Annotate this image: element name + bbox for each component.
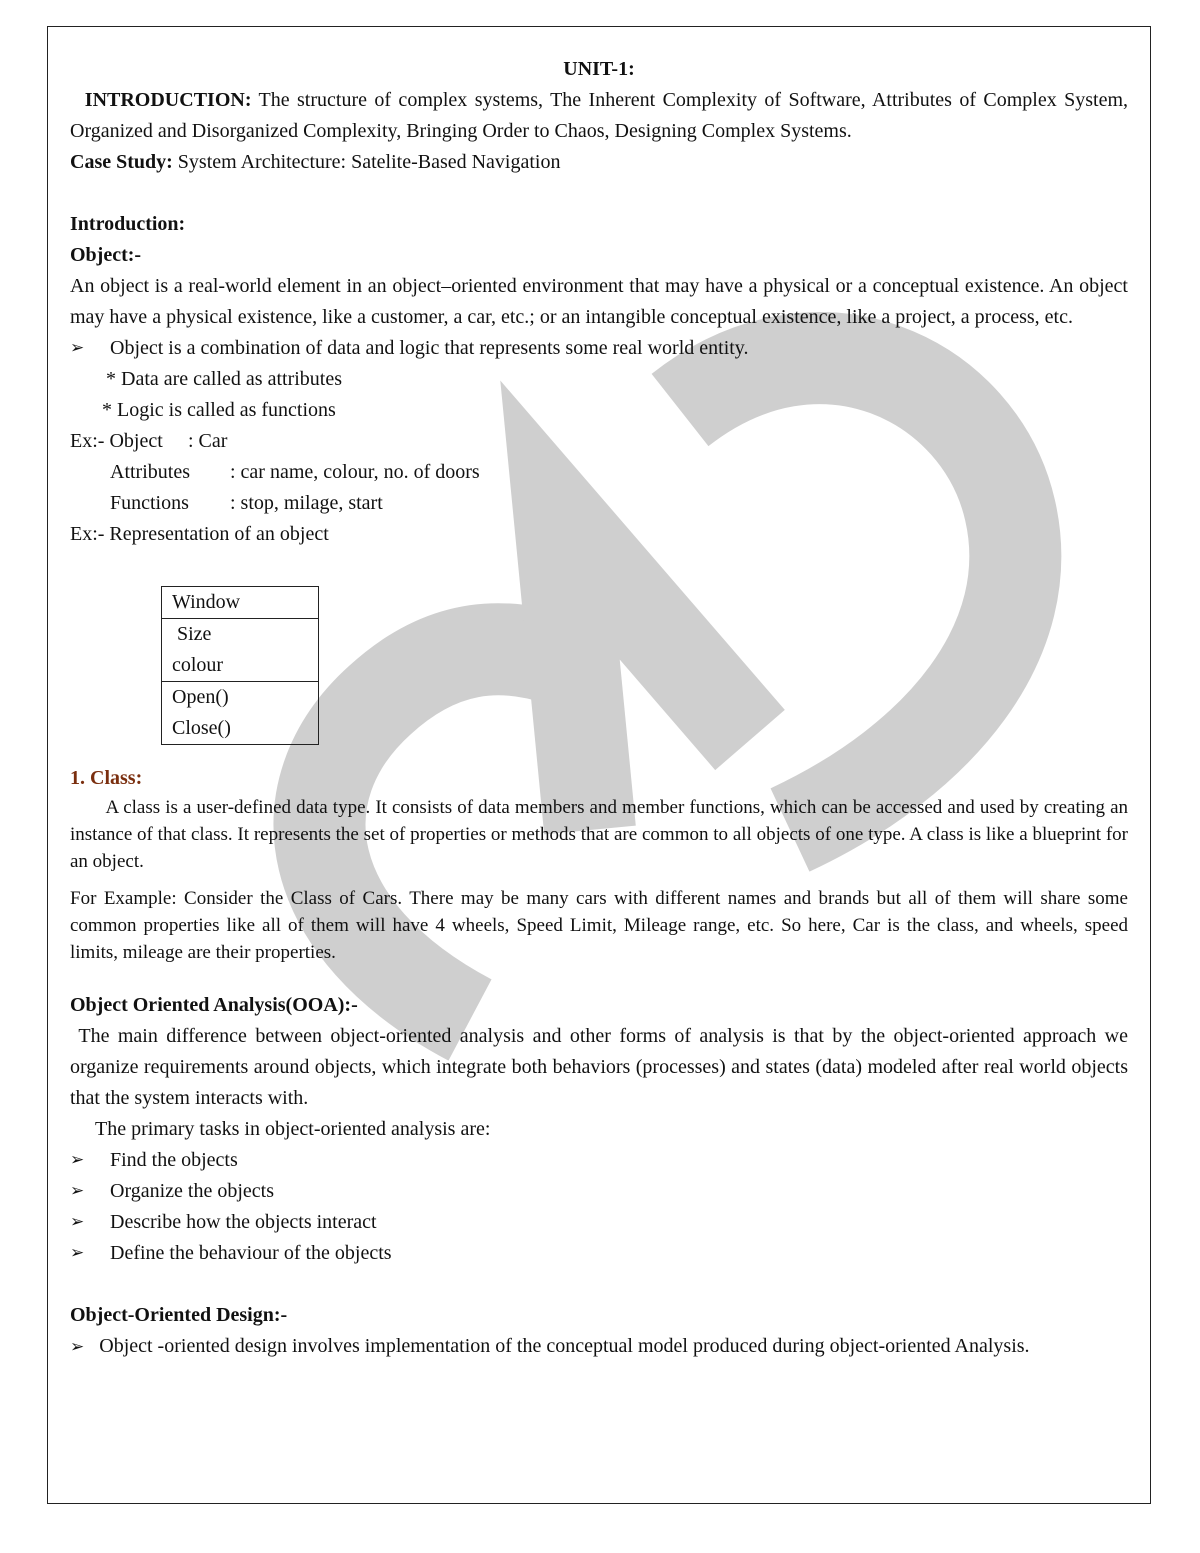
- list-item: [70, 1207, 1128, 1238]
- object-bullet: [70, 333, 1128, 364]
- object-definition: An object is a real-world element in an object–oriented environment that may have a physical or a conceptual existence. An object may have a physical existence, like a customer, a car, etc.; or an intangible conceptual existence, like a project, a process, etc.: [70, 275, 1128, 328]
- arrow-bullet-icon: ➢: [70, 1181, 85, 1201]
- object-table-attribute: colour: [172, 654, 224, 676]
- document-body: [70, 54, 1128, 1363]
- arrow-bullet-icon: ➢: [70, 1212, 85, 1232]
- object-bullet-text: Object is a combination of data and logic that represents some real world entity.: [110, 337, 749, 359]
- example-object-row: [70, 426, 1128, 457]
- intro-text: The structure of complex systems, The Inherent Complexity of Software, Attributes of Complex System, Organized and Disorganized Complexity, Bringing Order to Chaos, Designing Complex Systems.: [70, 89, 1129, 142]
- object-table-methods: [162, 682, 319, 745]
- case-study-label: Case Study:: [70, 151, 173, 173]
- example-functions-value: : stop, milage, start: [230, 492, 383, 514]
- arrow-bullet-icon: ➢: [70, 1243, 85, 1263]
- ood-paragraph: [70, 1331, 1128, 1363]
- example-functions-key: Functions: [110, 492, 189, 514]
- ood-text: Object -oriented design involves implementation of the conceptual model produced during object-oriented Analysis.: [99, 1335, 1030, 1357]
- object-table-method: Open(): [172, 686, 229, 708]
- ooa-task: Describe how the objects interact: [110, 1211, 377, 1233]
- intro-paragraph: [70, 85, 1128, 147]
- ooa-paragraph: The main difference between object-oriented analysis and other forms of analysis is that by the object-oriented approach we organize requirements around objects, which integrate both behaviors (processes) and states (data) modeled after real world objects that the system interacts with.: [70, 1025, 1128, 1109]
- class-heading: 1. Class:: [70, 767, 143, 789]
- list-item: [70, 1176, 1128, 1207]
- ood-heading: Object-Oriented Design:-: [70, 1304, 288, 1326]
- example-object-value: : Car: [188, 430, 228, 452]
- unit-title: UNIT-1:: [563, 58, 635, 80]
- arrow-bullet-icon: ➢: [70, 338, 85, 358]
- arrow-bullet-icon: ➢: [70, 1150, 85, 1170]
- case-study: [70, 147, 1128, 178]
- class-para-2: For Example: Consider the Class of Cars. There may be many cars with different names and brands but all of them will share some common properties like all of them will have 4 wheels, Speed Limit, Mileage range, etc. So here, Car is the class, and wheels, speed limits, mileage are their properties.: [70, 888, 1128, 963]
- ooa-task: Organize the objects: [110, 1180, 275, 1202]
- object-note-functions: * Logic is called as functions: [102, 399, 336, 421]
- object-representation-table: [161, 586, 319, 745]
- object-table-attributes: [162, 619, 319, 682]
- ooa-heading: Object Oriented Analysis(OOA):-: [70, 994, 358, 1016]
- example-attributes-key: Attributes: [110, 461, 190, 483]
- object-table-attribute: Size: [172, 623, 212, 645]
- object-table-name: Window: [162, 587, 319, 619]
- class-para-1: A class is a user-defined data type. It consists of data members and member functions, which can be accessed and used by creating an instance of that class. It represents the set of properties or methods that are common to all objects of one type. A class is like a blueprint for an object.: [70, 797, 1128, 872]
- ooa-task: Define the behaviour of the objects: [110, 1242, 392, 1264]
- arrow-bullet-icon: ➢: [70, 1337, 85, 1357]
- object-table-method: Close(): [172, 717, 231, 739]
- intro-label: INTRODUCTION:: [84, 89, 252, 111]
- example-attributes-row: [70, 457, 1128, 488]
- case-study-text: System Architecture: Satelite-Based Navigation: [177, 151, 561, 173]
- example-functions-row: [70, 488, 1128, 519]
- object-note-attributes: * Data are called as attributes: [106, 368, 342, 390]
- object-heading: Object:-: [70, 244, 142, 266]
- list-item: [70, 1238, 1128, 1269]
- example-attributes-value: : car name, colour, no. of doors: [230, 461, 480, 483]
- ooa-tasks-intro: The primary tasks in object-oriented analysis are:: [95, 1118, 491, 1140]
- example-object-key: Ex:- Object: [70, 430, 163, 452]
- introduction-heading: Introduction:: [70, 213, 186, 235]
- list-item: [70, 1145, 1128, 1176]
- representation-label: Ex:- Representation of an object: [70, 523, 329, 545]
- ooa-task: Find the objects: [110, 1149, 238, 1171]
